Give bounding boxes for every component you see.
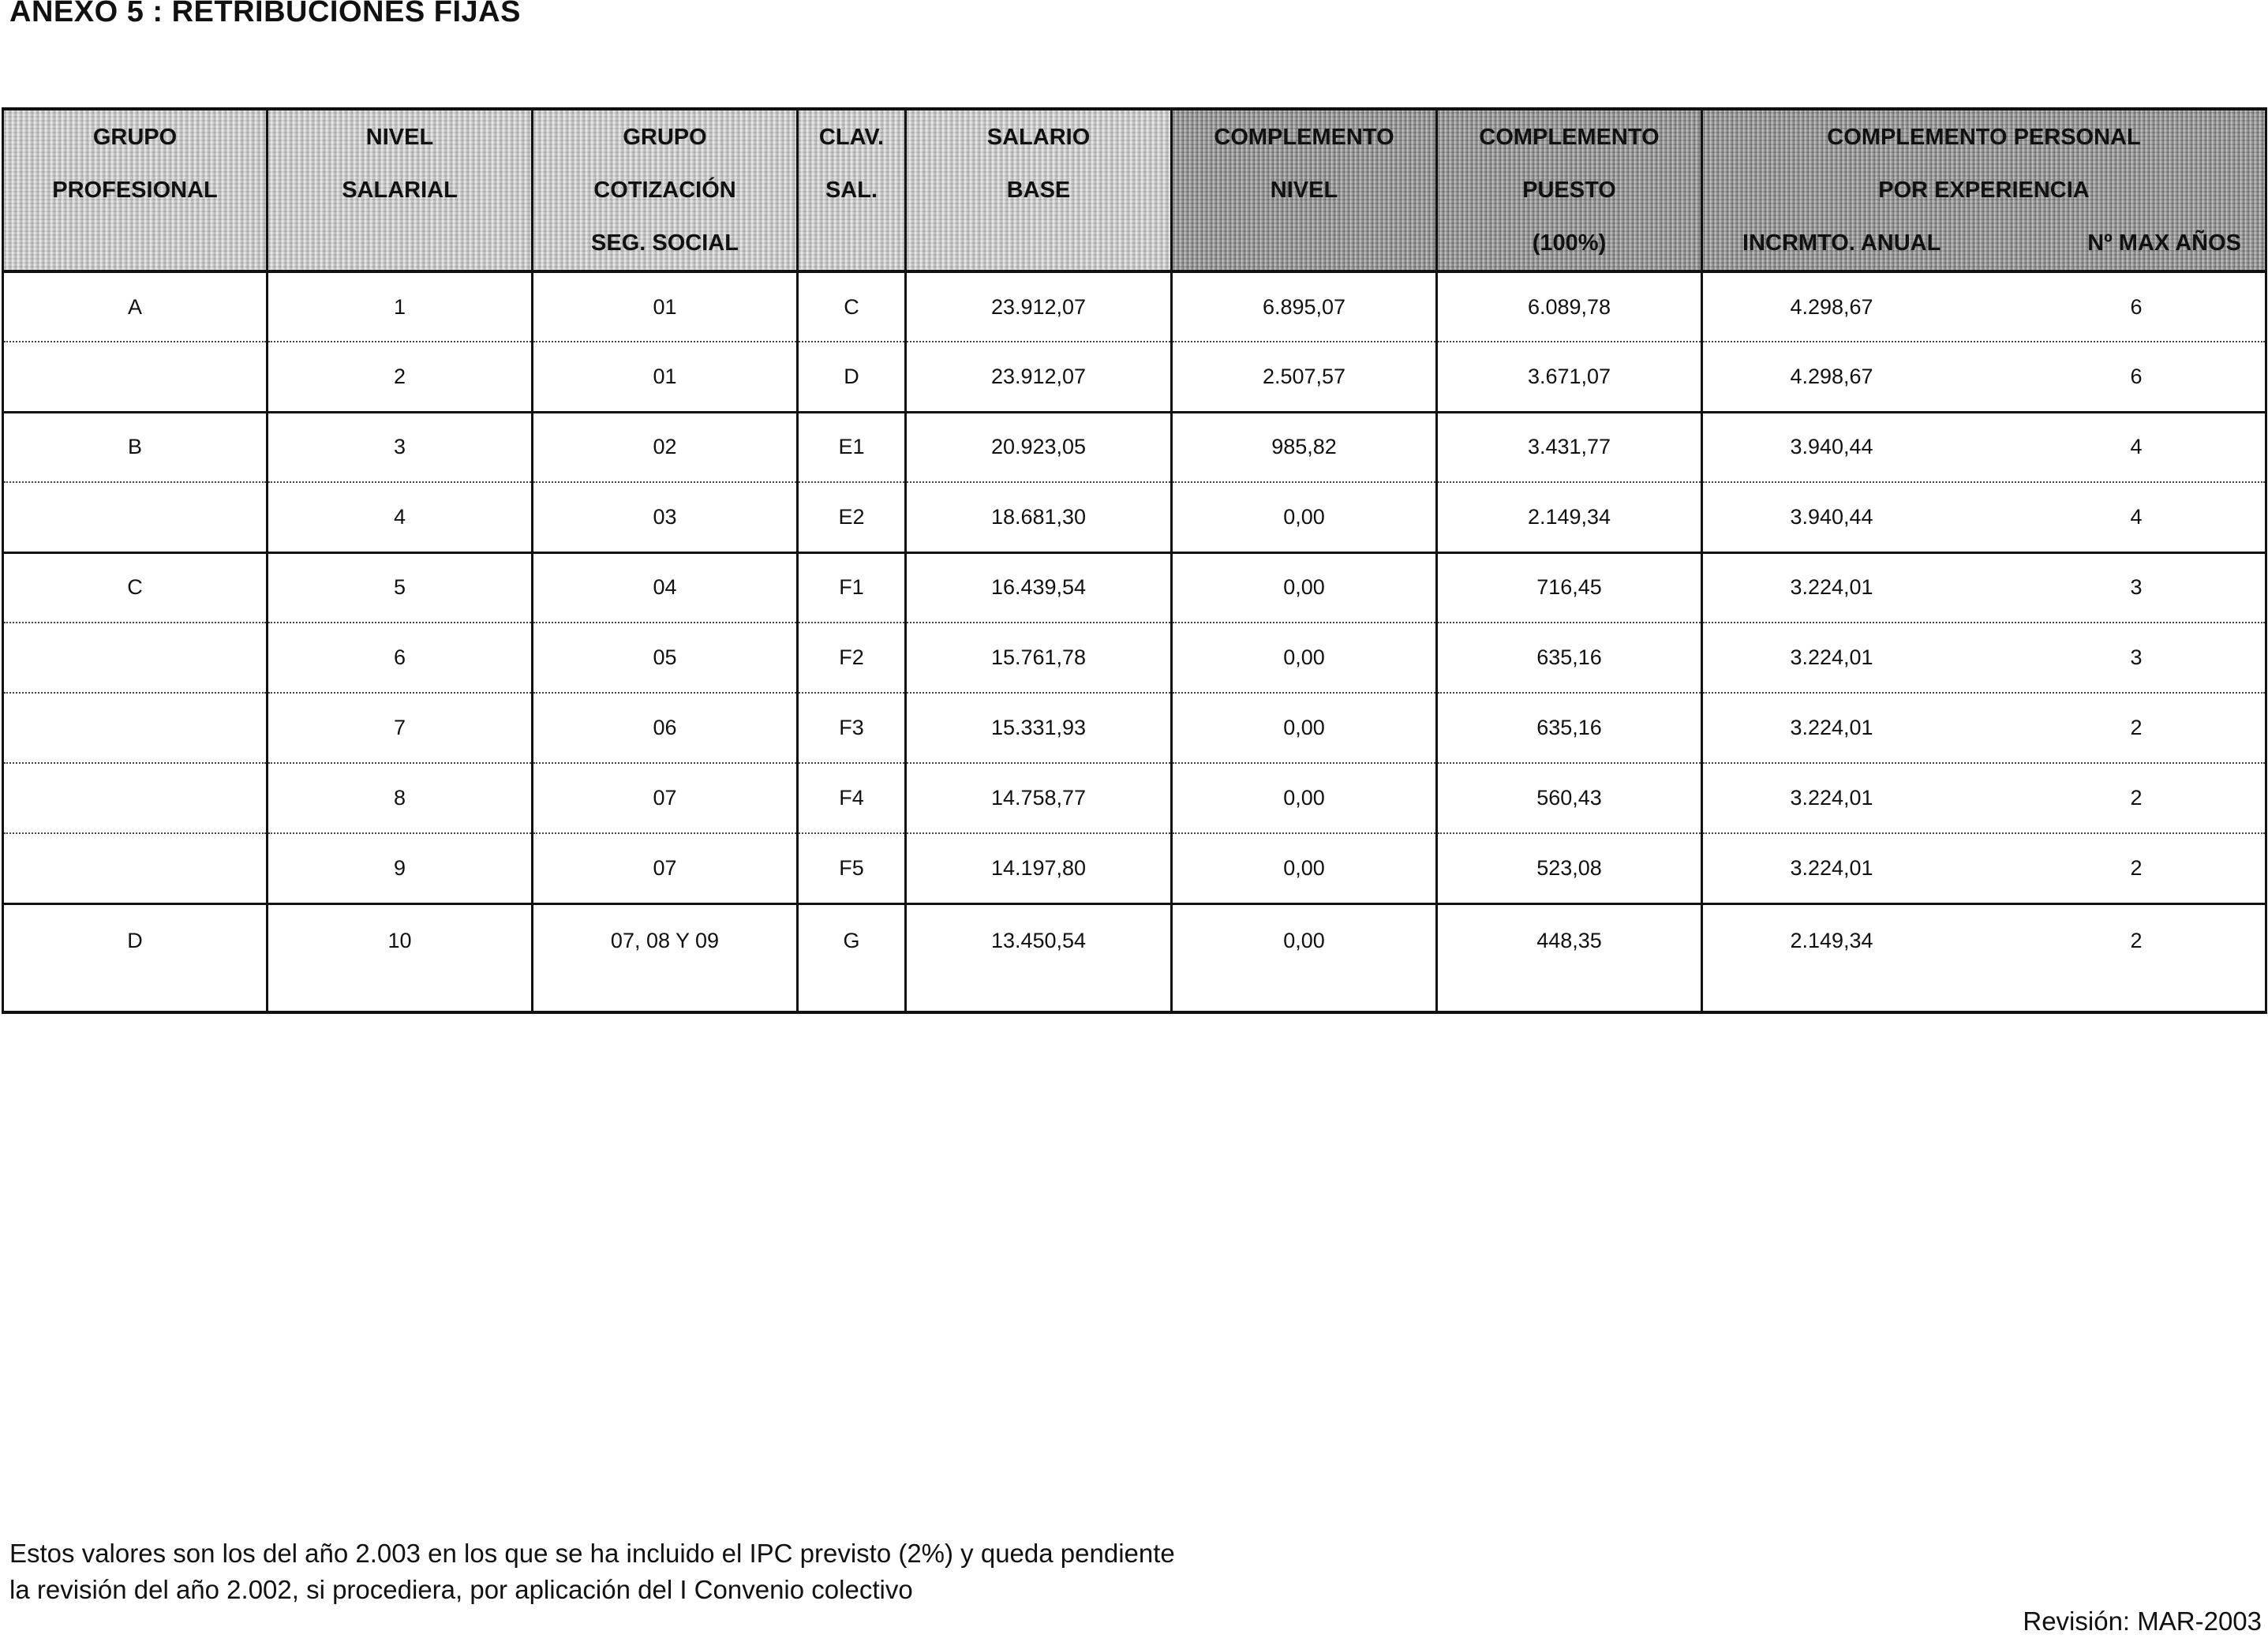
cell-grupo-cotizacion: 01 (533, 271, 798, 342)
footnote-line: Estos valores son los del año 2.003 en los que se ha incluido el IPC previsto (2%) y queda pendiente (9, 1539, 1175, 1568)
header-nivel-salarial: NIVEL SALARIAL (268, 109, 533, 271)
cell-complemento-nivel: 0,00 (1172, 552, 1437, 623)
cell-incrmto-anual: 3.940,44 (1790, 504, 1873, 529)
cell-complemento-personal (1702, 342, 2266, 412)
cell-clav-sal: F5 (798, 833, 906, 903)
cell-complemento-nivel: 0,00 (1172, 903, 1437, 1012)
table-row (3, 763, 2266, 833)
table-row (3, 903, 2266, 1012)
cell-grupo-profesional: A (3, 271, 268, 342)
cell-max-anos: 2 (2130, 786, 2143, 810)
cell-max-anos: 6 (2130, 364, 2143, 388)
cell-grupo-profesional (3, 482, 268, 552)
cell-complemento-nivel: 0,00 (1172, 482, 1437, 552)
cell-grupo-profesional (3, 763, 268, 833)
cell-incrmto-anual: 4.298,67 (1790, 364, 1873, 388)
cell-max-anos: 2 (2130, 928, 2143, 952)
cell-complemento-personal (1702, 482, 2266, 552)
cell-grupo-cotizacion: 02 (533, 412, 798, 482)
cell-grupo-profesional: D (3, 903, 268, 1012)
cell-clav-sal: C (798, 271, 906, 342)
cell-grupo-cotizacion: 07 (533, 833, 798, 903)
cell-grupo-profesional: B (3, 412, 268, 482)
cell-complemento-personal (1702, 271, 2266, 342)
cell-salario-base: 18.681,30 (906, 482, 1172, 552)
cell-grupo-cotizacion: 04 (533, 552, 798, 623)
cell-grupo-cotizacion: 01 (533, 342, 798, 412)
cell-incrmto-anual: 3.224,01 (1790, 855, 1873, 880)
cell-incrmto-anual: 3.224,01 (1790, 716, 1873, 739)
cell-clav-sal: E2 (798, 482, 906, 552)
cell-complemento-puesto: 560,43 (1437, 763, 1702, 833)
header-complemento-personal: COMPLEMENTO PERSONAL POR EXPERIENCIA INCRMTO. ANUAL Nº MAX AÑOS (1702, 109, 2266, 271)
cell-clav-sal: F3 (798, 693, 906, 763)
header-clav-sal: CLAV. SAL. (798, 109, 906, 271)
header-complemento-puesto: COMPLEMENTO PUESTO (100%) (1437, 109, 1702, 271)
cell-salario-base: 20.923,05 (906, 412, 1172, 482)
cell-complemento-puesto: 2.149,34 (1437, 482, 1702, 552)
cell-nivel-salarial: 10 (268, 903, 533, 1012)
cell-grupo-profesional (3, 833, 268, 903)
cell-max-anos: 4 (2130, 504, 2143, 529)
cell-complemento-puesto: 716,45 (1437, 552, 1702, 623)
footnote-line: la revisión del año 2.002, si procediera, por aplicación del I Convenio colectivo (9, 1575, 913, 1604)
cell-complemento-personal (1702, 623, 2266, 693)
cell-complemento-personal (1702, 693, 2266, 763)
cell-incrmto-anual: 2.149,34 (1790, 928, 1873, 952)
cell-grupo-profesional (3, 623, 268, 693)
page-title: ANEXO 5 : RETRIBUCIONES FIJAS (9, 0, 521, 28)
header-salario-base: SALARIO BASE (906, 109, 1172, 271)
cell-nivel-salarial: 2 (268, 342, 533, 412)
table-header-row (3, 109, 2266, 271)
cell-complemento-puesto: 448,35 (1437, 903, 1702, 1012)
table-row (3, 412, 2266, 482)
revision-label: Revisión: MAR-2003 (2023, 1606, 2262, 1636)
cell-clav-sal: F2 (798, 623, 906, 693)
cell-max-anos: 3 (2130, 575, 2143, 600)
cell-nivel-salarial: 6 (268, 623, 533, 693)
table-row (3, 693, 2266, 763)
header-incrmto-anual: INCRMTO. ANUAL (1742, 230, 1941, 256)
cell-complemento-puesto: 523,08 (1437, 833, 1702, 903)
cell-max-anos: 2 (2130, 716, 2143, 739)
cell-complemento-puesto: 6.089,78 (1437, 271, 1702, 342)
cell-clav-sal: E1 (798, 412, 906, 482)
cell-salario-base: 15.761,78 (906, 623, 1172, 693)
table-row (3, 623, 2266, 693)
cell-max-anos: 2 (2130, 855, 2143, 880)
cell-clav-sal: F1 (798, 552, 906, 623)
cell-grupo-cotizacion: 06 (533, 693, 798, 763)
cell-clav-sal: F4 (798, 763, 906, 833)
cell-nivel-salarial: 9 (268, 833, 533, 903)
cell-grupo-profesional: C (3, 552, 268, 623)
table-row (3, 342, 2266, 412)
header-subcolumns (1703, 217, 2265, 270)
cell-grupo-profesional (3, 342, 268, 412)
cell-complemento-nivel: 0,00 (1172, 833, 1437, 903)
table-row (3, 482, 2266, 552)
cell-nivel-salarial: 1 (268, 271, 533, 342)
cell-incrmto-anual: 3.224,01 (1790, 645, 1873, 669)
table-row (3, 271, 2266, 342)
cell-grupo-cotizacion: 07 (533, 763, 798, 833)
cell-salario-base: 14.197,80 (906, 833, 1172, 903)
table-row (3, 552, 2266, 623)
cell-complemento-puesto: 635,16 (1437, 693, 1702, 763)
cell-complemento-puesto: 3.671,07 (1437, 342, 1702, 412)
cell-max-anos: 4 (2130, 435, 2143, 459)
salary-table (2, 107, 2267, 1014)
cell-complemento-personal (1702, 833, 2266, 903)
cell-salario-base: 16.439,54 (906, 552, 1172, 623)
cell-complemento-nivel: 985,82 (1172, 412, 1437, 482)
cell-salario-base: 15.331,93 (906, 693, 1172, 763)
cell-incrmto-anual: 3.940,44 (1790, 435, 1873, 459)
cell-max-anos: 6 (2130, 294, 2143, 319)
cell-grupo-cotizacion: 03 (533, 482, 798, 552)
cell-nivel-salarial: 4 (268, 482, 533, 552)
header-max-anos: Nº MAX AÑOS (2087, 230, 2241, 256)
cell-complemento-nivel: 0,00 (1172, 693, 1437, 763)
header-complemento-nivel: COMPLEMENTO NIVEL (1172, 109, 1437, 271)
cell-grupo-profesional (3, 693, 268, 763)
footnote (9, 1535, 1175, 1608)
cell-complemento-nivel: 2.507,57 (1172, 342, 1437, 412)
cell-max-anos: 3 (2130, 645, 2143, 669)
cell-complemento-personal (1702, 552, 2266, 623)
cell-nivel-salarial: 3 (268, 412, 533, 482)
cell-complemento-nivel: 0,00 (1172, 763, 1437, 833)
cell-grupo-cotizacion: 05 (533, 623, 798, 693)
cell-salario-base: 13.450,54 (906, 903, 1172, 1012)
cell-clav-sal: D (798, 342, 906, 412)
cell-nivel-salarial: 8 (268, 763, 533, 833)
cell-complemento-puesto: 635,16 (1437, 623, 1702, 693)
cell-nivel-salarial: 7 (268, 693, 533, 763)
cell-complemento-personal (1702, 412, 2266, 482)
cell-complemento-nivel: 6.895,07 (1172, 271, 1437, 342)
cell-incrmto-anual: 3.224,01 (1790, 786, 1873, 810)
cell-incrmto-anual: 4.298,67 (1790, 294, 1873, 319)
cell-salario-base: 14.758,77 (906, 763, 1172, 833)
cell-complemento-personal (1702, 903, 2266, 1012)
cell-grupo-cotizacion: 07, 08 Y 09 (533, 903, 798, 1012)
cell-salario-base: 23.912,07 (906, 271, 1172, 342)
header-grupo-cotizacion: GRUPO COTIZACIÓN SEG. SOCIAL (533, 109, 798, 271)
header-grupo-profesional: GRUPO PROFESIONAL (3, 109, 268, 271)
cell-salario-base: 23.912,07 (906, 342, 1172, 412)
cell-complemento-puesto: 3.431,77 (1437, 412, 1702, 482)
cell-complemento-nivel: 0,00 (1172, 623, 1437, 693)
cell-complemento-personal (1702, 763, 2266, 833)
cell-nivel-salarial: 5 (268, 552, 533, 623)
table-row (3, 833, 2266, 903)
cell-clav-sal: G (798, 903, 906, 1012)
cell-incrmto-anual: 3.224,01 (1790, 575, 1873, 600)
